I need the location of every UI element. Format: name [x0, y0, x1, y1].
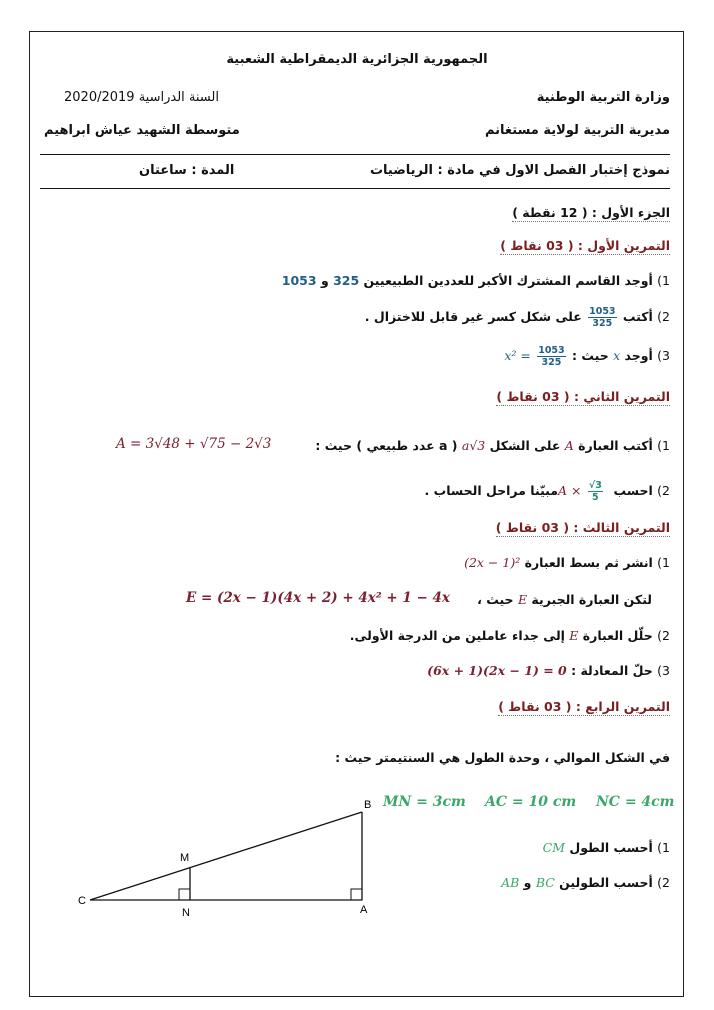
ex3-q2-number: 2): [657, 628, 670, 643]
ex2-q1-number: 1): [657, 438, 670, 453]
exam-title: نموذج إختبار الفصل الاول في مادة : الرياضيات: [369, 163, 670, 178]
ex2-expression-a: A = 3√48 + √75 − 2√3: [116, 436, 272, 452]
ex4-q2-text: أحسب الطولين: [559, 875, 653, 890]
ex2-q2-expr: A ×: [558, 483, 582, 498]
ex4-given-nc: NC = 4cm: [596, 794, 675, 810]
ex4-q2-var2: AB: [501, 875, 520, 890]
ex1-q2-after: على شكل كسر غير قابل للاختزال .: [364, 309, 582, 324]
school-year: السنة الدراسية 2020/2019: [64, 90, 219, 105]
ex1-q1-text: أوجد القاسم المشترك الأكبر للعددين الطبيعيين: [363, 273, 653, 288]
ex1-q1-a: 325: [333, 273, 360, 288]
ex1-q2-frac-num: 1053: [589, 306, 616, 317]
ex2-q1-text: أكتب العبارة: [578, 438, 653, 453]
ex3-q2-text: حلّل العبارة: [582, 628, 653, 643]
duration-label: المدة : ساعتان: [139, 163, 235, 178]
directorate-label: مديرية التربية لولاية مستغانم: [484, 123, 670, 138]
right-angle-n: [179, 889, 190, 900]
ex2-q1-form: a√3: [461, 438, 486, 453]
ex4-q2-var1: BC: [535, 875, 555, 890]
label-n: N: [182, 907, 190, 919]
school-name: متوسطة الشهيد عياش ابراهيم: [44, 123, 240, 138]
ex4-given-mn: MN = 3cm: [383, 794, 466, 810]
ex2-q2-number: 2): [657, 483, 670, 498]
ex4-q1-number: 1): [657, 840, 670, 855]
ex4-q2-and: و: [523, 875, 532, 890]
ex2-q2-frac-num: √3: [588, 480, 602, 491]
ex1-q3-where: حيث :: [572, 348, 609, 363]
segment-cb: [90, 812, 362, 900]
ex1-q1-number: 1): [657, 273, 670, 288]
ex3-q1-number: 1): [657, 555, 670, 570]
ex1-q3-frac-den: 325: [541, 357, 562, 368]
ex1-q3-lhs: x² =: [504, 348, 531, 363]
ex1-q3-number: 3): [657, 348, 670, 363]
ex2-q2-text2: مبيّنا مراحل الحساب .: [424, 483, 559, 498]
label-m: M: [180, 852, 190, 864]
ex4-q1-text: أحسب الطول: [569, 840, 653, 855]
label-a: A: [360, 904, 368, 916]
ex1-q3-var: x: [613, 348, 621, 363]
ex1-q1-and: و: [320, 273, 329, 288]
ministry-label: وزارة التربية الوطنية: [536, 90, 670, 105]
ex3-def-var: E: [517, 592, 528, 607]
ex3-def-text: لتكن العبارة الجبرية: [531, 592, 652, 607]
ex4-title: التمرين الرابع : ( 03 نقاط ): [498, 699, 670, 714]
ex3-q3-equation: (6x + 1)(2x − 1) = 0: [427, 663, 567, 678]
ex3-q1-expr: (2x − 1)²: [464, 555, 521, 570]
label-c: C: [78, 895, 86, 907]
ex4-intro: في الشكل الموالي ، وحدة الطول هي السنتيمتر حيث :: [335, 750, 670, 765]
ex3-expression-e: E = (2x − 1)(4x + 2) + 4x² + 1 − 4x: [186, 590, 450, 606]
ex2-q2-frac-den: 5: [592, 492, 599, 503]
part1-title: الجزء الأول : ( 12 نقطة ): [512, 205, 670, 220]
ex4-given-ac: AC = 10 cm: [485, 794, 577, 810]
ex3-q3-number: 3): [657, 663, 670, 678]
ex3-def-where: حيث ،: [477, 592, 514, 607]
republic-title: الجمهورية الجزائرية الديمقراطية الشعبية: [226, 52, 488, 67]
ex1-q3-frac-num: 1053: [538, 345, 565, 356]
ex2-title: التمرين الثاني : ( 03 نقاط ): [496, 389, 670, 404]
ex2-q1-text2: على الشكل: [489, 438, 561, 453]
label-b: B: [364, 799, 372, 811]
ex3-q2-text2: إلى جداء عاملين من الدرجة الأولى.: [349, 628, 565, 643]
ex3-q3-text: حلّ المعادلة :: [571, 663, 653, 678]
ex1-q1-b: 1053: [281, 273, 317, 288]
ex2-q1-text3: ( a عدد طبيعي ) حيث :: [315, 438, 458, 453]
ex4-q2-number: 2): [657, 875, 670, 890]
ex3-q1-text: انشر ثم بسط العبارة: [524, 555, 653, 570]
ex4-q1-var: CM: [542, 840, 565, 855]
right-angle-a: [351, 889, 362, 900]
ex3-title: التمرين الثالث : ( 03 نقاط ): [495, 520, 670, 535]
ex2-q1-var: A: [564, 438, 574, 453]
ex3-q2-var: E: [569, 628, 579, 643]
ex1-q2-frac-den: 325: [592, 318, 613, 329]
ex1-q2-number: 2): [657, 309, 670, 324]
ex1-q3-before: أوجد: [624, 348, 653, 363]
ex1-title: التمرين الأول : ( 03 نقاط ): [500, 238, 670, 253]
ex1-q2-before: أكتب: [622, 309, 653, 324]
ex2-q2-text: احسب: [613, 483, 653, 498]
